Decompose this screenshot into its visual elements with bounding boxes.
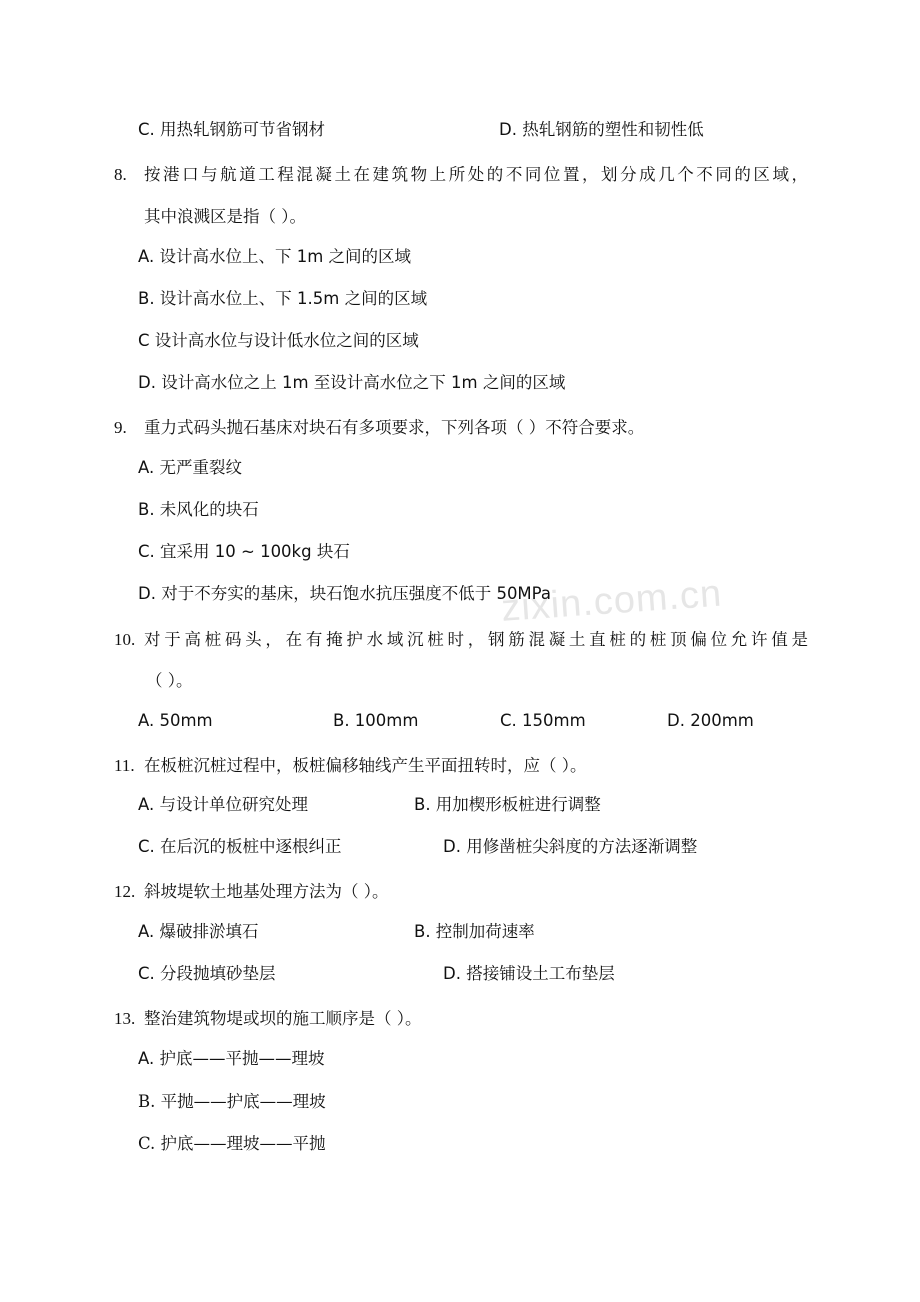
q8-option-a: A. 设计高水位上、下 1m 之间的区域 [138,247,412,266]
q8-option-c: C 设计高水位与设计低水位之间的区域 [138,331,419,350]
q10-option-c: C. 150mm [500,711,586,730]
q7-option-c: C. 用热轧钢筋可节省钢材 [138,120,326,139]
q9-option-b: B. 未风化的块石 [138,500,259,519]
q10-text-line2: （ ）。 [146,671,193,690]
q13-option-c: C. 护底——理坡——平抛 [138,1134,326,1153]
q12-number: 12. [114,882,136,901]
q12-option-b: B. 控制加荷速率 [414,922,535,941]
q10-number: 10. [114,630,136,649]
q9-option-c: C. 宜采用 10 ~ 100kg 块石 [138,542,350,561]
q13-text: 整治建筑物堤或坝的施工顺序是（ ）。 [144,1009,422,1028]
q12-option-c: C. 分段抛填砂垫层 [138,964,276,983]
q11-number: 11. [114,756,135,775]
q12-text: 斜坡堤软土地基处理方法为（ ）。 [144,882,389,901]
q8-text-line1: 按港口与航道工程混凝土在建筑物上所处的不同位置，划分成几个不同的区域， [144,165,808,184]
q10-option-b: B. 100mm [333,711,419,730]
q9-text: 重力式码头抛石基床对块石有多项要求，下列各项（ ）不符合要求。 [144,418,645,437]
q8-text-line2: 其中浪溅区是指（ ）。 [144,207,306,226]
q13-option-b: B. 平抛——护底——理坡 [138,1092,326,1111]
q13-number: 13. [114,1009,136,1028]
q12-option-d: D. 搭接铺设土工布垫层 [443,964,615,983]
q10-option-a: A. 50mm [138,711,213,730]
q8-option-d: D. 设计高水位之上 1m 至设计高水位之下 1m 之间的区域 [138,373,566,392]
q13-option-a: A. 护底——平抛——理坡 [138,1049,325,1068]
q8-option-b: B. 设计高水位上、下 1.5m 之间的区域 [138,289,428,308]
q7-option-d: D. 热轧钢筋的塑性和韧性低 [499,120,704,139]
q12-option-a: A. 爆破排淤填石 [138,922,259,941]
q11-option-a: A. 与设计单位研究处理 [138,795,308,814]
q10-option-d: D. 200mm [667,711,754,730]
q9-number: 9. [114,418,127,437]
q8-number: 8. [114,165,127,184]
q11-text: 在板桩沉桩过程中，板桩偏移轴线产生平面扭转时，应（ ）。 [144,756,587,775]
q9-option-a: A. 无严重裂纹 [138,458,242,477]
q11-option-d: D. 用修凿桩尖斜度的方法逐渐调整 [443,837,698,856]
watermark: zixin.com.cn [500,572,724,630]
q11-option-c: C. 在后沉的板桩中逐根纠正 [138,837,342,856]
q11-option-b: B. 用加楔形板桩进行调整 [414,795,601,814]
q9-option-d: D. 对于不夯实的基床，块石饱水抗压强度不低于 50MPa [138,584,551,603]
q10-text-line1: 对于高桩码头，在有掩护水域沉桩时，钢筋混凝土直桩的桩顶偏位允许值是 [144,630,808,649]
